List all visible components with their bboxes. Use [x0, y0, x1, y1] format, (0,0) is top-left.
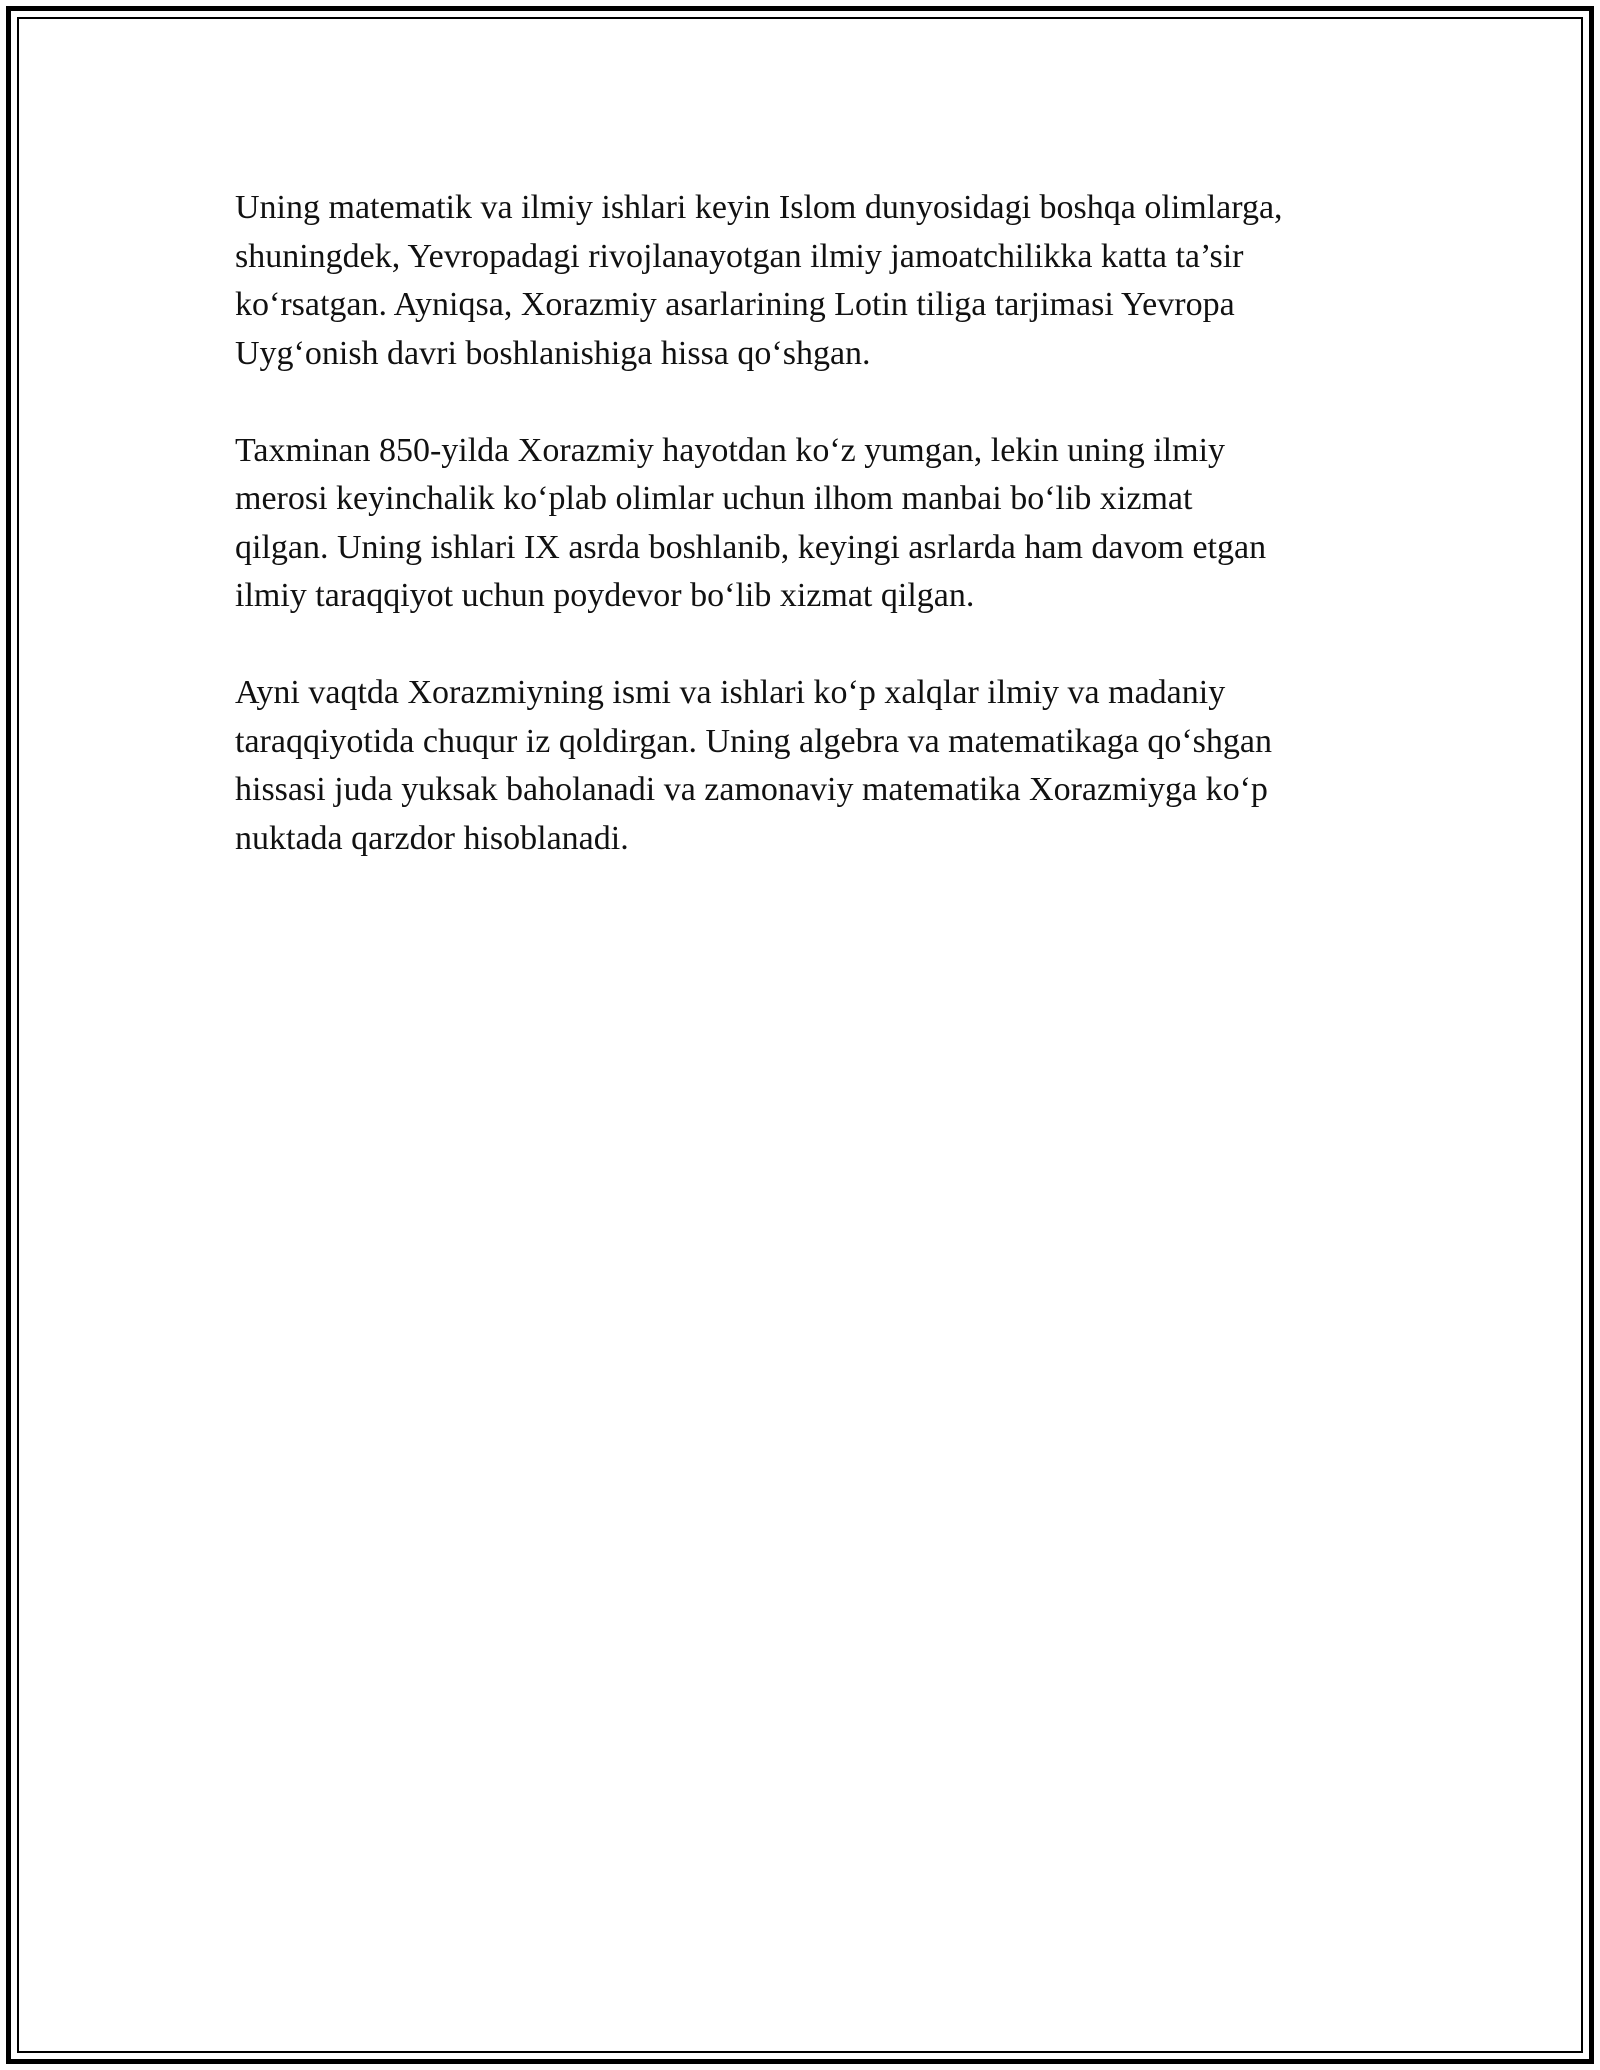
paragraph-2: Taxminan 850-yilda Xorazmiy hayotdan ko‘z yumgan, lekin uning ilmiy merosi keyinchalik ko‘plab olimlar uchun ilhom manbai bo‘lib xizmat qilgan. Uning ishlari IX asrda boshlanib, keyingi asrlarda ham davom etgan ilmiy taraqqiyot uchun poydevor bo‘lib xizmat qilgan.	[235, 431, 1267, 614]
paragraph-1: Uning matematik va ilmiy ishlari keyin Islom dunyosidagi boshqa olimlarga, shuningdek, Yevropadagi rivojlanayotgan ilmiy jamoatchilikka katta ta’sir ko‘rsatgan. Ayniqsa, Xorazmiy asarlarining Lotin tiliga tarjimasi Yevropa Uyg‘onish davri boshlanishiga hissa qo‘shgan.	[235, 189, 1283, 372]
paragraph-3: Ayni vaqtda Xorazmiyning ismi va ishlari ko‘p xalqlar ilmiy va madaniy taraqqiyotida chuqur iz qoldirgan. Uning algebra va matematikaga qo‘shgan hissasi juda yuksak baholanadi va zamonaviy matematika Xorazmiyga ko‘p nuktada qarzdor hisoblanadi.	[235, 674, 1272, 857]
document-body	[235, 184, 1385, 912]
